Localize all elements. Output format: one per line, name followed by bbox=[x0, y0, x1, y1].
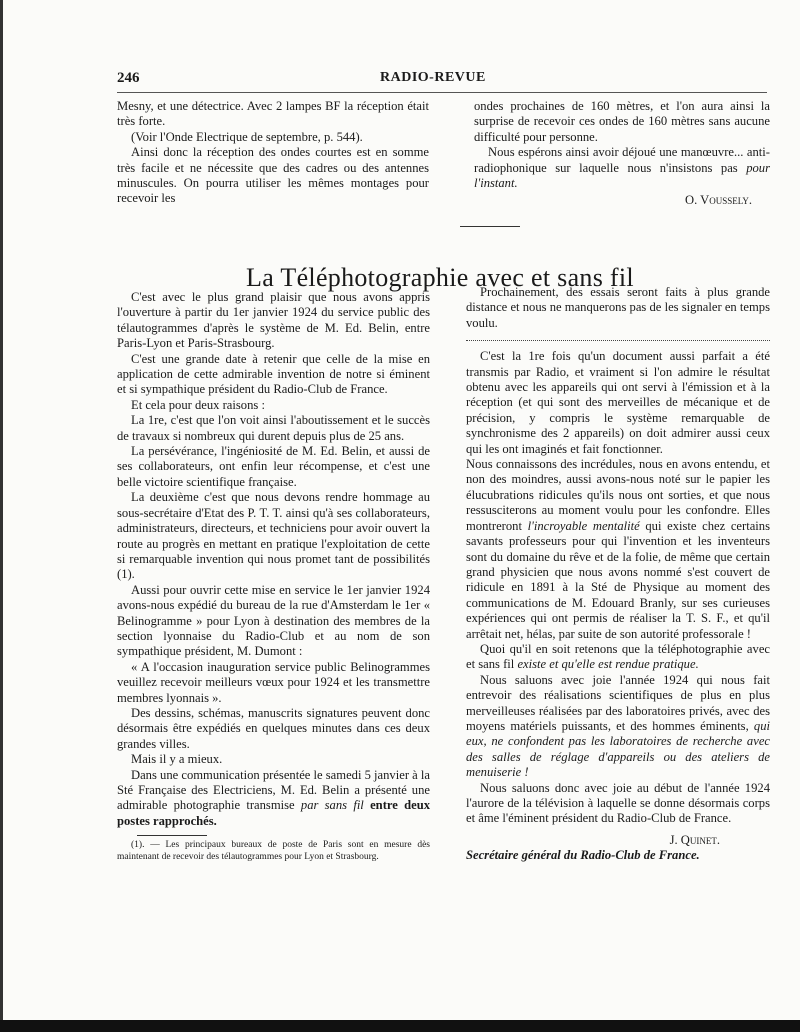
author-title: Secrétaire général du Radio-Club de France. bbox=[466, 848, 700, 863]
footnote-text: (1). — Les principaux bureaux de poste de Paris sont en mesure dès maintenant de recevoir des télautogrammes pour Lyon et Strasbourg. bbox=[117, 840, 430, 863]
text: Quoi qu'il en soit retenons que la téléphotographie avec et sans fil bbox=[466, 641, 770, 672]
previous-article-right-column bbox=[474, 99, 770, 209]
paragraph: (Voir l'Onde Electrique de septembre, p. 544). bbox=[131, 129, 363, 144]
scan-bottom-edge bbox=[0, 1020, 800, 1032]
footnote-rule bbox=[137, 835, 207, 836]
italic-text: l'incroyable mentalité bbox=[527, 518, 640, 533]
article-left-column bbox=[117, 290, 430, 863]
paragraph: Mesny, et une détectrice. Avec 2 lampes BF la réception était très forte. bbox=[117, 99, 429, 129]
text: Nous connaissons des incrédules, nous en avons entendu, et non des moindres, aussi avons-nous noté sur le papier les élucubrations ridicules qu'ils nous ont sorties, et que nous ressusciterons au moment voulu pour les confondre. Elles montreront bbox=[466, 457, 770, 533]
previous-article-left-column bbox=[117, 99, 429, 207]
paragraph bbox=[466, 642, 770, 673]
paragraph: Prochainement, des essais seront faits à plus grande distance et nous ne manquerons pas de les signaler en temps voulu. bbox=[466, 285, 770, 330]
paragraph: ondes prochaines de 160 mètres, et l'on aura ainsi la surprise de recevoir ces ondes de 160 mètres sans aucune difficulté pour personne. bbox=[474, 99, 770, 144]
page-number: 246 bbox=[117, 70, 140, 86]
paragraph: Ainsi donc la réception des ondes courtes est en somme très facile et ne nécessite que des cadres ou des antennes minuscules. On pourra utiliser les mêmes montages pour recevoir les bbox=[117, 145, 429, 206]
running-head: RADIO-REVUE bbox=[380, 70, 486, 85]
text: Dans une communication présentée le samedi 5 janvier à la Sté Française des Electriciens, M. Ed. Belin a présenté une admirable photographie transmise bbox=[117, 767, 430, 813]
paragraph: « A l'occasion inauguration service public Belinogrammes veuillez recevoir meilleurs vœux pour 1924 et les transmettre membres lyonnais ». bbox=[117, 659, 430, 705]
article-separator bbox=[460, 226, 520, 227]
paragraph: C'est la 1re fois qu'un document aussi parfait a été transmis par Radio, et vraiment si l'on admire le résultat obtenu avec les appareils qui ont servi à l'émission et à la réception (et qui sont des merveilles de mécanique et de précision, y compris le système remarquable de synchronisme des 2 appareils) on doit admirer aussi ceux qui les ont imaginés et fait fonctionner. bbox=[466, 349, 770, 456]
italic-text: pour l'instant. bbox=[474, 160, 770, 191]
author-signature: J. Quinet. bbox=[669, 832, 720, 847]
paragraph bbox=[117, 768, 430, 830]
paragraph: La 1re, c'est que l'on voit ainsi l'aboutissement et le succès de travaux si nombreux qui durent depuis plus de 25 ans. bbox=[117, 413, 430, 443]
text: entre deux postes rapprochés. bbox=[117, 798, 430, 828]
italic-text: par sans fil bbox=[300, 798, 364, 813]
paragraph bbox=[466, 457, 770, 642]
paragraph: La persévérance, l'ingéniosité de M. Ed. Belin, et aussi de ses collaborateurs, ont enfin leur récompense, et c'est une belle victoire scientifique française. bbox=[117, 444, 430, 489]
paragraph: La deuxième c'est que nous devons rendre hommage au sous-secrétaire d'Etat des P. T. T. ainsi qu'à ses collaborateurs, administrateurs, directeurs, et techniciens pour avoir ouvert la route au progrès en mettant en pratique l'exploitation de cette si remarquable invention qui nous promet tant de possibilités (1). bbox=[117, 490, 430, 582]
paragraph: Des dessins, schémas, manuscrits signatures peuvent donc désormais être expédiés en quelques minutes dans ces deux grandes villes. bbox=[117, 705, 430, 751]
text: qui existe chez certains savants professeurs pour qui l'invention et les inventeurs sont du domaine du rêve et de la folie, de même que certain grand physicien que nous avons nommé s'est couvert de ridicule en 1891 à la Sté de Physique au moment des communications de M. Edouard Branly, sur ses curieuses expériences qui ont permis de réaliser la T. S. F., et qu'il arrêtait net, hélas, par suite de son autorité professorale ! bbox=[466, 518, 771, 641]
paragraph: C'est une grande date à retenir que celle de la mise en application de cette admirable invention de notre si éminent et si sympathique président du Radio-Club de France. bbox=[117, 351, 430, 397]
dotted-separator bbox=[466, 340, 770, 341]
scan-edge bbox=[0, 0, 3, 1032]
paragraph: Mais il y a mieux. bbox=[131, 752, 223, 767]
paragraph: Aussi pour ouvrir cette mise en service le 1er janvier 1924 avons-nous expédié du bureau de la rue d'Amsterdam le 1er « Belinogramme » pour Lyon à destination des membres de la section lyonnaise du Radio-Club et au nom de son sympathique président, M. Dumont : bbox=[117, 582, 430, 659]
text: Nous espérons ainsi avoir déjoué une manœuvre... anti-radiophonique sur laquelle nous n'insistons pas bbox=[474, 145, 770, 175]
paragraph bbox=[474, 145, 770, 191]
footnote bbox=[117, 839, 430, 863]
paragraph: C'est avec le plus grand plaisir que nous avons appris l'ouverture à partir du 1er janvier 1924 du service public des télautogrammes d'après le système de M. Ed. Belin, entre Paris-Lyon et Paris-Strasbourg. bbox=[117, 290, 430, 351]
header-rule bbox=[117, 92, 767, 93]
paragraph: Et cela pour deux raisons : bbox=[131, 397, 265, 412]
paragraph bbox=[466, 673, 770, 781]
article-right-column bbox=[466, 285, 770, 864]
article-title: La Téléphotographie avec et sans fil bbox=[246, 263, 634, 293]
author-signature: O. Voussely. bbox=[684, 193, 752, 208]
paragraph: Nous saluons donc avec joie au début de l'année 1924 l'aurore de la télévision à laquelle se donne désormais corps et âme l'éminent président du Radio-Club de France. bbox=[466, 780, 770, 826]
text: Nous saluons avec joie l'année 1924 qui nous fait entrevoir des réalisations scientifiques de plus en plus merveilleuses réalisées par des laboratoires privés, avec des moyens matériels puissants, et des hommes éminents, bbox=[466, 672, 770, 733]
italic-text: existe et qu'elle est rendue pratique. bbox=[517, 657, 699, 672]
italic-text: qui eux, ne confondent pas les laboratoires de recherche avec des salles de réglage d'appareils ou des ateliers de menuiserie ! bbox=[466, 718, 770, 780]
